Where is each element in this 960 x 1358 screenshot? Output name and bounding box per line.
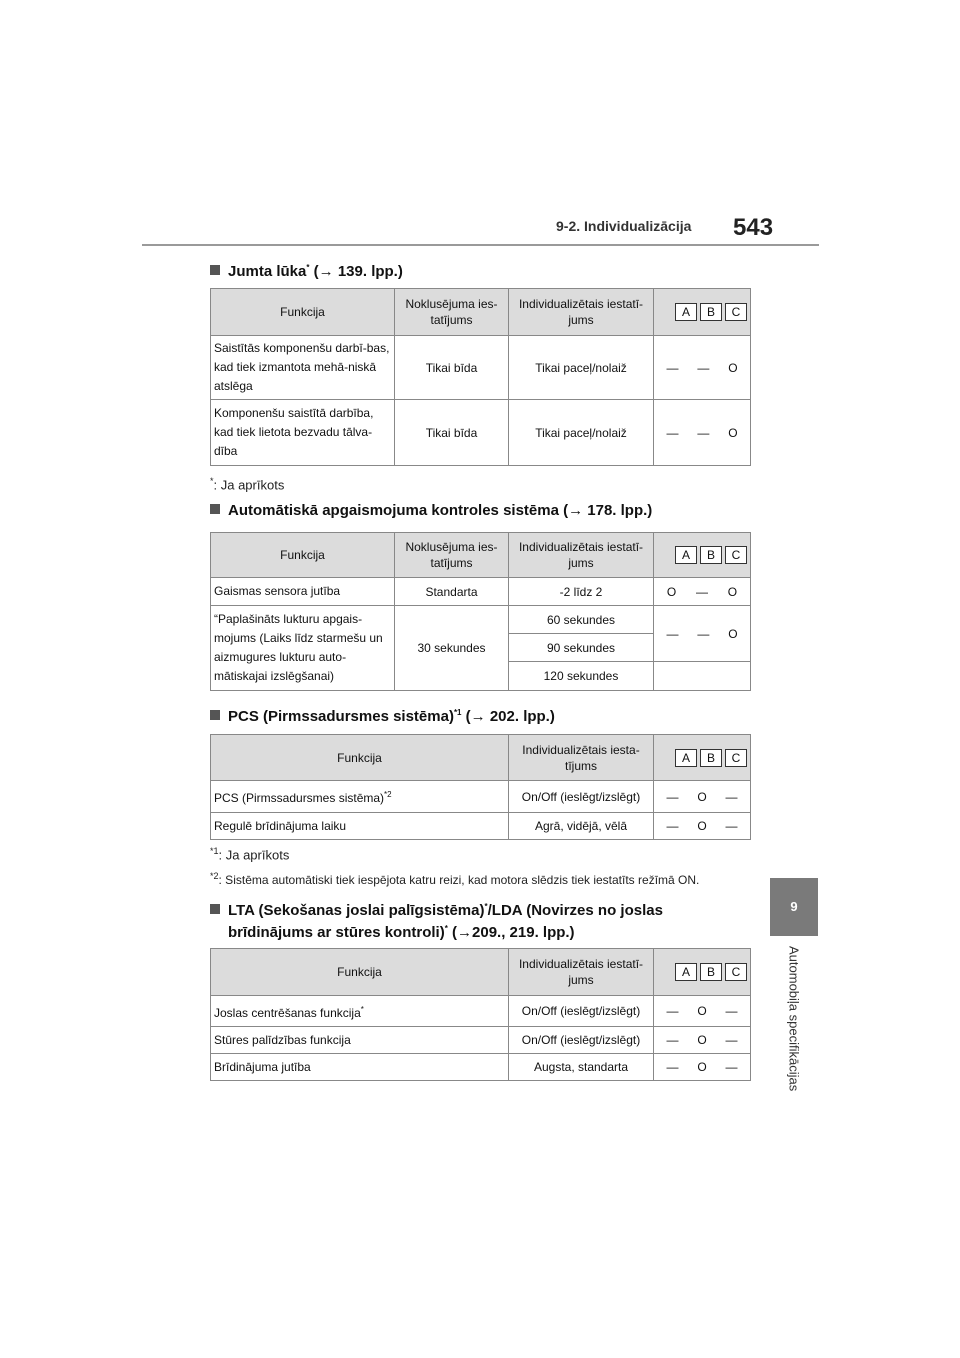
- footnote-text: : Ja aprīkots: [213, 477, 285, 493]
- cell-function: “Paplašināts lukturu apgais-mojums (Laiks līdz starmešu un aizmugures lukturu auto-mātiskajai izslēgšanai): [211, 606, 395, 691]
- header-divider: [142, 244, 819, 246]
- cell-custom: Augsta, standarta: [509, 1054, 654, 1081]
- cell-c: O: [727, 584, 738, 599]
- cell-function: Brīdinājuma jutība: [211, 1054, 509, 1081]
- cell-function-text: Joslas centrēšanas funkcija: [214, 1005, 361, 1020]
- cell-b: —: [697, 626, 710, 641]
- col-header-function: Funkcija: [211, 289, 395, 336]
- col-header-default: Noklusējuma ies-tatījums: [395, 533, 509, 578]
- col-header-default: Noklusējuma ies-tatījums: [395, 289, 509, 336]
- cell-abc: [654, 400, 751, 466]
- footnote-2: [210, 871, 699, 887]
- cell-a: —: [666, 626, 679, 641]
- col-header-custom: Individualizētais iestatī-jums: [509, 949, 654, 996]
- footnote-equipped: [210, 476, 284, 492]
- col-header-function: Funkcija: [211, 735, 509, 781]
- cell-custom: On/Off (ieslēgt/izslēgt): [509, 781, 654, 813]
- cell-c: O: [728, 626, 738, 641]
- lda-title: /LDA (Novirzes no joslas: [487, 902, 663, 919]
- cell-b: —: [697, 360, 710, 375]
- cell-option: 120 sekundes: [509, 662, 654, 691]
- cell-abc: [654, 781, 751, 813]
- page-ref: (→209., 219. lpp.): [447, 924, 575, 941]
- sunroof-table: [210, 288, 751, 466]
- cell-a: —: [666, 1033, 679, 1047]
- auto-light-heading: [210, 500, 652, 522]
- cell-c: —: [725, 1004, 738, 1018]
- cell-empty: [654, 662, 751, 691]
- cell-a: —: [666, 819, 679, 833]
- cell-function-text: PCS (Pirmssadursmes sistēma): [214, 791, 385, 805]
- cell-c: —: [725, 789, 738, 804]
- table-row: [211, 781, 751, 813]
- footnote-mark: *: [360, 1004, 364, 1014]
- col-header-custom: Individualizētais iestatī-jums: [509, 289, 654, 336]
- cell-function: Stūres palīdzības funkcija: [211, 1027, 509, 1054]
- cell-b: O: [697, 819, 707, 833]
- cell-a: —: [666, 789, 679, 804]
- cell-a: —: [666, 1060, 679, 1074]
- label-b: B: [700, 963, 722, 981]
- cell-custom: On/Off (ieslēgt/izslēgt): [509, 1027, 654, 1054]
- label-a: A: [675, 963, 697, 981]
- label-a: A: [675, 546, 697, 564]
- bullet-square-icon: [210, 710, 220, 720]
- footnote-mark: *: [306, 263, 310, 272]
- footnote-mark: *1: [453, 708, 462, 717]
- lta-table: [210, 948, 751, 1081]
- table-row: [211, 400, 751, 466]
- cell-default: 30 sekundes: [395, 606, 509, 691]
- cell-abc: [654, 336, 751, 400]
- col-header-custom: Individualizētais iesta-tījums: [509, 735, 654, 781]
- table-row: [211, 996, 751, 1027]
- footnote-mark: *: [210, 476, 214, 486]
- col-header-abc: [654, 289, 751, 336]
- pcs-table: [210, 734, 751, 840]
- chapter-tab-number: 9: [770, 878, 818, 936]
- chapter-tab-label: [770, 946, 818, 1136]
- page-number: 543: [733, 214, 774, 241]
- cell-b: O: [697, 1033, 707, 1047]
- cell-b: —: [697, 425, 710, 440]
- cell-abc: [654, 1054, 751, 1081]
- col-header-abc: [654, 735, 751, 781]
- label-a: A: [675, 749, 697, 767]
- bullet-square-icon: [210, 904, 220, 914]
- sunroof-heading: [210, 257, 403, 283]
- cell-function: [211, 813, 509, 840]
- cell-c: O: [728, 360, 738, 375]
- cell-function: [211, 781, 509, 813]
- lta-title: LTA (Sekošanas joslai palīgsistēma): [228, 902, 485, 919]
- cell-custom: -2 līdz 2: [509, 578, 654, 606]
- cell-abc: [654, 813, 751, 840]
- cell-abc: [654, 996, 751, 1027]
- bullet-square-icon: [210, 265, 220, 275]
- table-row: [211, 813, 751, 840]
- cell-function: Komponenšu saistītā darbība, kad tiek lietota bezvadu tālva-dība: [211, 400, 395, 466]
- label-c: C: [725, 546, 747, 564]
- cell-abc: [654, 606, 751, 662]
- cell-a: —: [666, 425, 679, 440]
- cell-custom: Agrā, vidējā, vēlā: [509, 813, 654, 840]
- col-header-function: Funkcija: [211, 533, 395, 578]
- lta-heading-line2: [228, 918, 575, 944]
- cell-c: —: [725, 1033, 738, 1047]
- auto-light-title: Automātiskā apgaismojuma kontroles sistēma (→ 178. lpp.): [228, 502, 653, 519]
- cell-custom: Tikai paceļ/nolaiž: [509, 400, 654, 466]
- cell-abc: [654, 578, 751, 606]
- cell-default: Tikai bīda: [395, 400, 509, 466]
- label-c: C: [725, 749, 747, 767]
- table-row: [211, 606, 751, 634]
- page-ref: (→ 202. lpp.): [461, 708, 555, 725]
- pcs-title: PCS (Pirmssadursmes sistēma): [228, 708, 454, 725]
- table-row: [211, 1054, 751, 1081]
- page-ref: (→ 139. lpp.): [309, 263, 403, 280]
- col-header-abc: [654, 949, 751, 996]
- cell-a: —: [666, 1004, 679, 1018]
- col-header-abc: [654, 533, 751, 578]
- label-a: A: [675, 303, 697, 321]
- cell-option: 90 sekundes: [509, 634, 654, 662]
- label-b: B: [700, 546, 722, 564]
- table-row: [211, 336, 751, 400]
- cell-function: Gaismas sensora jutība: [211, 578, 395, 606]
- cell-default: Standarta: [395, 578, 509, 606]
- cell-function-text: Regulē brīdinājuma laiku: [214, 818, 347, 833]
- col-header-function: Funkcija: [211, 949, 509, 996]
- cell-b: O: [697, 1060, 707, 1074]
- label-b: B: [700, 749, 722, 767]
- footnote-mark: *2: [210, 871, 219, 881]
- label-b: B: [700, 303, 722, 321]
- label-c: C: [725, 303, 747, 321]
- section-title: 9-2. Individualizācija: [556, 218, 692, 234]
- cell-c: —: [725, 1060, 738, 1074]
- bullet-square-icon: [210, 504, 220, 514]
- chapter-tab-label-text: Automobiļa specifikācijas: [786, 946, 802, 1092]
- footnote-text: : Ja aprīkots: [218, 847, 290, 863]
- footnote-text: : Sistēma automātiski tiek iespējota katru reizi, kad motora slēdzis tiek iestatīts režīmā ON.: [218, 873, 700, 887]
- cell-b: O: [697, 1004, 707, 1018]
- footnote-mark: *: [484, 902, 488, 911]
- cell-c: O: [728, 425, 738, 440]
- pcs-heading: [210, 702, 555, 728]
- table-row: [211, 1027, 751, 1054]
- label-c: C: [725, 963, 747, 981]
- cell-custom: Tikai paceļ/nolaiž: [509, 336, 654, 400]
- table-row: [211, 578, 751, 606]
- col-header-custom: Individualizētais iestatī-jums: [509, 533, 654, 578]
- cell-b: —: [695, 584, 708, 599]
- cell-b: O: [697, 789, 707, 804]
- footnote-mark: *: [444, 924, 448, 933]
- cell-function: [211, 996, 509, 1027]
- footnote-1: [210, 846, 289, 862]
- footnote-mark: *2: [384, 790, 392, 799]
- sunroof-title: Jumta lūka: [228, 263, 307, 280]
- cell-a: O: [666, 584, 677, 599]
- cell-a: —: [666, 360, 679, 375]
- cell-abc: [654, 1027, 751, 1054]
- cell-function: Saistītās komponenšu darbī-bas, kad tiek izmantota mehā-niskā atslēga: [211, 336, 395, 400]
- cell-default: Tikai bīda: [395, 336, 509, 400]
- lda-title-cont: brīdinājums ar stūres kontroli): [228, 924, 445, 941]
- cell-custom: On/Off (ieslēgt/izslēgt): [509, 996, 654, 1027]
- footnote-mark: *1: [210, 846, 219, 856]
- cell-c: —: [725, 819, 738, 833]
- auto-light-table: [210, 532, 751, 691]
- cell-option: 60 sekundes: [509, 606, 654, 634]
